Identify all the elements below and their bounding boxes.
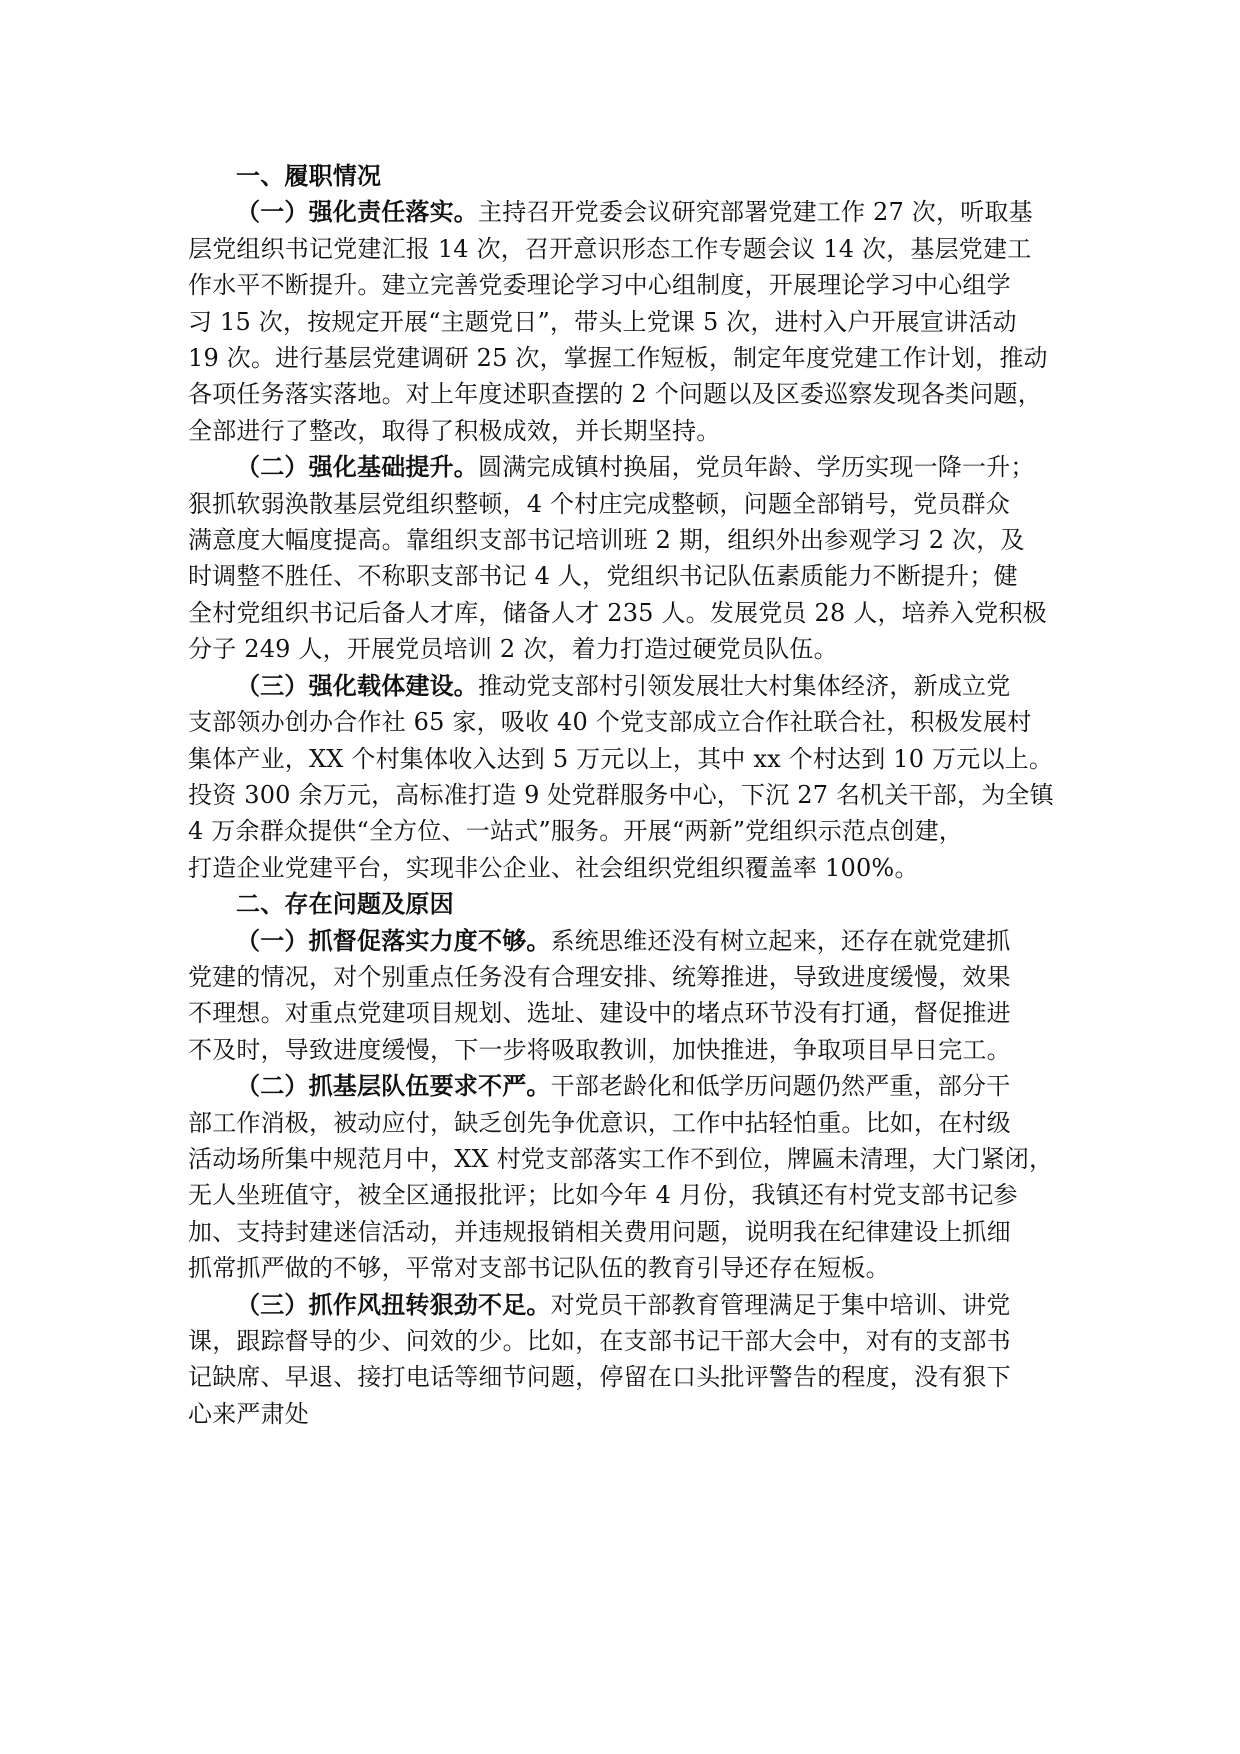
paragraph-style <box>188 1287 1068 1433</box>
paragraph-line: 心来严肃处 <box>188 1399 309 1428</box>
paragraph-line: 习 15 次，按规定开展“主题党日”，带头上党课 5 次，进村入户开展宣讲活动 <box>188 307 1017 336</box>
paragraph-responsibility <box>188 194 1068 449</box>
paragraph-title: （二）抓基层队伍要求不严。 <box>236 1071 551 1101</box>
paragraph-line: （二）抓基层队伍要求不严。干部老龄化和低学历问题仍然严重，部分干 <box>236 1071 1011 1101</box>
paragraph-carrier <box>188 668 1068 886</box>
paragraph-line: 分子 249 人，开展党员培训 2 次，着力打造过硬党员队伍。 <box>188 635 838 664</box>
paragraph-line: 不理想。对重点党建项目规划、选址、建设中的堵点环节没有打通，督促推进 <box>188 999 1011 1028</box>
paragraph-title: （一）抓督促落实力度不够。 <box>236 925 551 955</box>
paragraph-line: 各项任务落实落地。对上年度述职查摆的 2 个问题以及区委巡察发现各类问题， <box>188 380 1042 409</box>
paragraph-line: （一）抓督促落实力度不够。系统思维还没有树立起来，还存在就党建抓 <box>236 925 1011 955</box>
paragraph-line: 19 次。进行基层党建调研 25 次，掌握工作短板，制定年度党建工作计划，推动 <box>188 344 1048 373</box>
paragraph-line: 打造企业党建平台，实现非公企业、社会组织党组织覆盖率 100%。 <box>188 853 919 882</box>
paragraph-foundation <box>188 449 1068 667</box>
paragraph-title: （三）抓作风扭转狠劲不足。 <box>236 1289 551 1319</box>
paragraph-line: （三）抓作风扭转狠劲不足。对党员干部教育管理满足于集中培训、讲党 <box>236 1289 1011 1319</box>
paragraph-line: 层党组织书记党建汇报 14 次，召开意识形态工作专题会议 14 次，基层党建工 <box>188 234 1032 263</box>
paragraph-line: 无人坐班值守，被全区通报批评；比如今年 4 月份，我镇还有村党支部书记参 <box>188 1181 1018 1210</box>
paragraph-line: 抓常抓严做的不够，平常对支部书记队伍的教育引导还存在短板。 <box>188 1254 890 1283</box>
paragraph-line: 投资 300 余万元，高标准打造 9 处党群服务中心，下沉 27 名机关干部，为全镇 <box>188 780 1054 809</box>
paragraph-team <box>188 1068 1068 1286</box>
paragraph-line: 部工作消极，被动应付，缺乏创先争优意识，工作中拈轻怕重。比如，在村级 <box>188 1108 1011 1137</box>
paragraph-line: 4 万余群众提供“全方位、一站式”服务。开展“两新”党组织示范点创建， <box>188 817 963 846</box>
paragraph-title: （二）强化基础提升。 <box>236 452 478 482</box>
paragraph-line: （二）强化基础提升。圆满完成镇村换届，党员年龄、学历实现一降一升； <box>236 452 1035 482</box>
paragraph-line: 记缺席、早退、接打电话等细节问题，停留在口头批评警告的程度，没有狠下 <box>188 1363 1011 1392</box>
paragraph-line: （三）强化载体建设。推动党支部村引领发展壮大村集体经济，新成立党 <box>236 670 1011 700</box>
paragraph-line: 狠抓软弱涣散基层党组织整顿，4 个村庄完成整顿，问题全部销号，党员群众 <box>188 489 1010 518</box>
paragraph-line: 全村党组织书记后备人才库，储备人才 235 人。发展党员 28 人，培养入党积极 <box>188 598 1047 627</box>
paragraph-line: 加、支持封建迷信活动，并违规报销相关费用问题，说明我在纪律建设上抓细 <box>188 1217 1011 1246</box>
paragraph-line: 活动场所集中规范月中，XX 村党支部落实工作不到位，牌匾未清理，大门紧闭， <box>188 1144 1054 1173</box>
paragraph-supervision <box>188 923 1068 1069</box>
paragraph-line: 集体产业，XX 个村集体收入达到 5 万元以上，其中 xx 个村达到 10 万元以上。 <box>188 744 1054 773</box>
paragraph-title: （三）强化载体建设。 <box>236 670 478 700</box>
paragraph-line: 党建的情况，对个别重点任务没有合理安排、统筹推进，导致进度缓慢，效果 <box>188 962 1011 991</box>
paragraph-line: 时调整不胜任、不称职支部书记 4 人，党组织书记队伍素质能力不断提升；健 <box>188 562 1018 591</box>
document-body <box>188 158 1068 1432</box>
paragraph-line: 不及时，导致进度缓慢，下一步将吸取教训，加快推进，争取项目早日完工。 <box>188 1035 1011 1064</box>
paragraph-line: 作水平不断提升。建立完善党委理论学习中心组制度，开展理论学习中心组学 <box>188 271 1011 300</box>
paragraph-line: 课，跟踪督导的少、问效的少。比如，在支部书记干部大会中，对有的支部书 <box>188 1327 1011 1355</box>
section-heading-1: 一、履职情况 <box>236 161 382 190</box>
section-heading-2: 二、存在问题及原因 <box>236 889 454 919</box>
paragraph-line: 满意度大幅度提高。靠组织支部书记培训班 2 期，组织外出参观学习 2 次，及 <box>188 526 1025 555</box>
paragraph-title: （一）强化责任落实。 <box>236 197 478 227</box>
paragraph-line: （一）强化责任落实。主持召开党委会议研究部署党建工作 27 次，听取基 <box>236 197 1033 227</box>
paragraph-line: 支部领办创办合作社 65 家，吸收 40 个党支部成立合作社联合社，积极发展村 <box>188 708 1032 737</box>
paragraph-line: 全部进行了整改，取得了积极成效，并长期坚持。 <box>188 416 721 445</box>
